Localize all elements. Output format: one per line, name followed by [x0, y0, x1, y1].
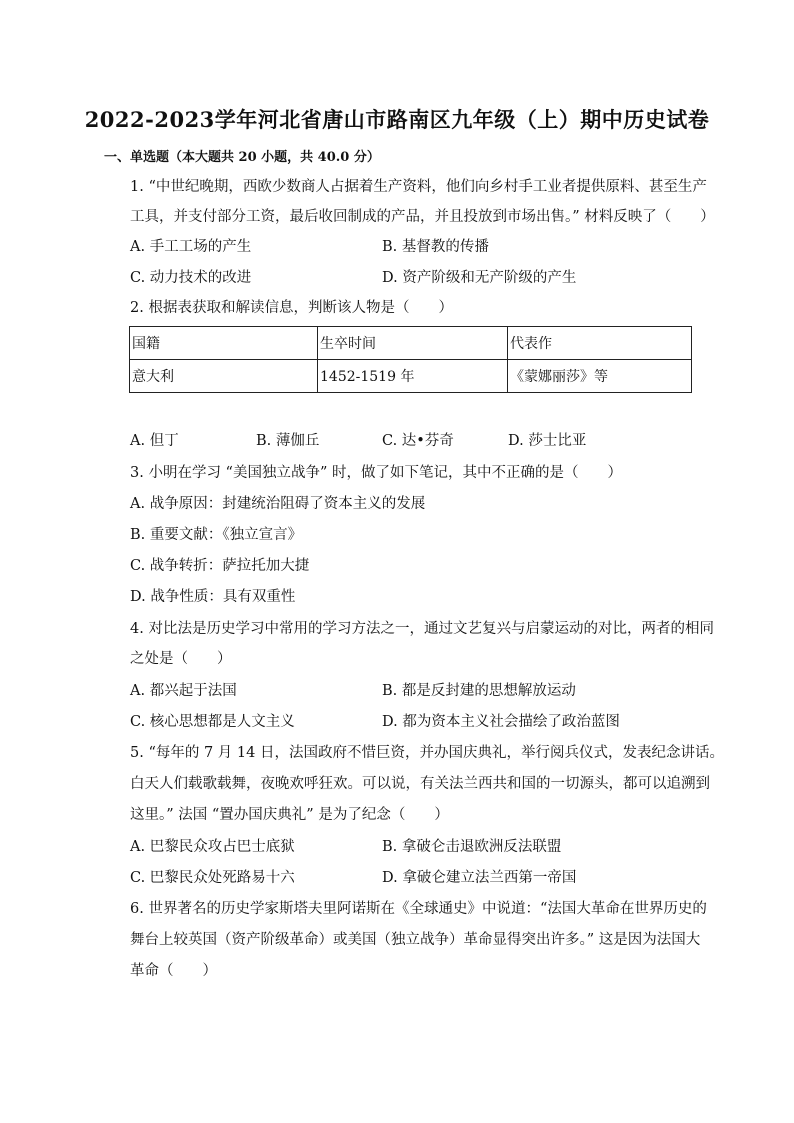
table-header-row: [130, 327, 692, 360]
q1-option-b: B. 基督教的传播: [382, 239, 489, 255]
q1-line-1: 1. “中世纪晚期，西欧少数商人占据着生产资料，他们向乡村手工业者提供原料、甚至生产: [130, 179, 707, 195]
table-row: [130, 360, 692, 393]
page-title: 2022-2023学年河北省唐山市路南区九年级（上）期中历史试卷: [84, 107, 710, 132]
q3-option-b: B. 重要文献：《独立宣言》: [130, 527, 303, 543]
section-heading: 一、单选题（本大题共 20 小题，共 40.0 分）: [104, 150, 380, 165]
q4-option-c: C. 核心思想都是人文主义: [130, 714, 295, 730]
table-cell: 1452-1519 年: [318, 360, 508, 393]
q4-line-1: 4. 对比法是历史学习中常用的学习方法之一，通过文艺复兴与启蒙运动的对比，两者的相同: [130, 621, 714, 637]
q2-option-d: D. 莎士比亚: [508, 433, 587, 449]
q2-option-a: A. 但丁: [130, 433, 179, 449]
table-header-cell: 国籍: [130, 327, 318, 360]
q3-option-c: C. 战争转折：萨拉托加大捷: [130, 558, 310, 574]
table-header-cell: 生卒时间: [318, 327, 508, 360]
q4-line-2: 之处是（ ）: [130, 651, 232, 667]
q6-line-2: 舞台上较英国（资产阶级革命）或美国（独立战争）革命显得突出许多。” 这是因为法国大: [130, 932, 701, 948]
q5-option-b: B. 拿破仑击退欧洲反法联盟: [382, 839, 562, 855]
q5-line-2: 白天人们载歌载舞，夜晚欢呼狂欢。可以说，有关法兰西共和国的一切源头，都可以追溯到: [130, 776, 710, 792]
table-cell: 《蒙娜丽莎》等: [508, 360, 692, 393]
q5-option-c: C. 巴黎民众处死路易十六: [130, 870, 295, 886]
q2-option-c: C. 达•芬奇: [382, 433, 454, 449]
q5-option-a: A. 巴黎民众攻占巴士底狱: [130, 839, 295, 855]
q1-option-a: A. 手工工场的产生: [130, 239, 252, 255]
q6-line-1: 6. 世界著名的历史学家斯塔夫里阿诺斯在《全球通史》中说道：“法国大革命在世界历史的: [130, 901, 707, 917]
q3-option-a: A. 战争原因：封建统治阻碍了资本主义的发展: [130, 496, 426, 512]
q1-option-c: C. 动力技术的改进: [130, 270, 252, 286]
q5-line-1: 5. “每年的 7 月 14 日，法国政府不惜巨资，并办国庆典礼，举行阅兵仪式，发表纪念讲话。: [130, 745, 724, 761]
table-header-cell: 代表作: [508, 327, 692, 360]
q3-option-d: D. 战争性质：具有双重性: [130, 589, 296, 605]
q4-option-b: B. 都是反封建的思想解放运动: [382, 683, 576, 699]
q4-option-d: D. 都为资本主义社会描绘了政治蓝图: [382, 714, 620, 730]
table-cell: 意大利: [130, 360, 318, 393]
q4-option-a: A. 都兴起于法国: [130, 683, 237, 699]
q2-option-b: B. 薄伽丘: [256, 433, 320, 449]
q2-line-1: 2. 根据表获取和解读信息，判断该人物是（ ）: [130, 300, 453, 316]
q1-option-d: D. 资产阶级和无产阶级的产生: [382, 270, 577, 286]
q6-line-3: 革命（ ）: [130, 963, 217, 979]
info-table: [129, 326, 692, 393]
q5-option-d: D. 拿破仑建立法兰西第一帝国: [382, 870, 577, 886]
q3-line-1: 3. 小明在学习 “美国独立战争” 时，做了如下笔记，其中不正确的是（ ）: [130, 465, 622, 481]
q1-line-2: 工具，并支付部分工资，最后收回制成的产品，并且投放到市场出售。” 材料反映了（ ）: [130, 209, 715, 225]
q5-line-3: 这里。” 法国 “置办国庆典礼” 是为了纪念（ ）: [130, 807, 449, 823]
